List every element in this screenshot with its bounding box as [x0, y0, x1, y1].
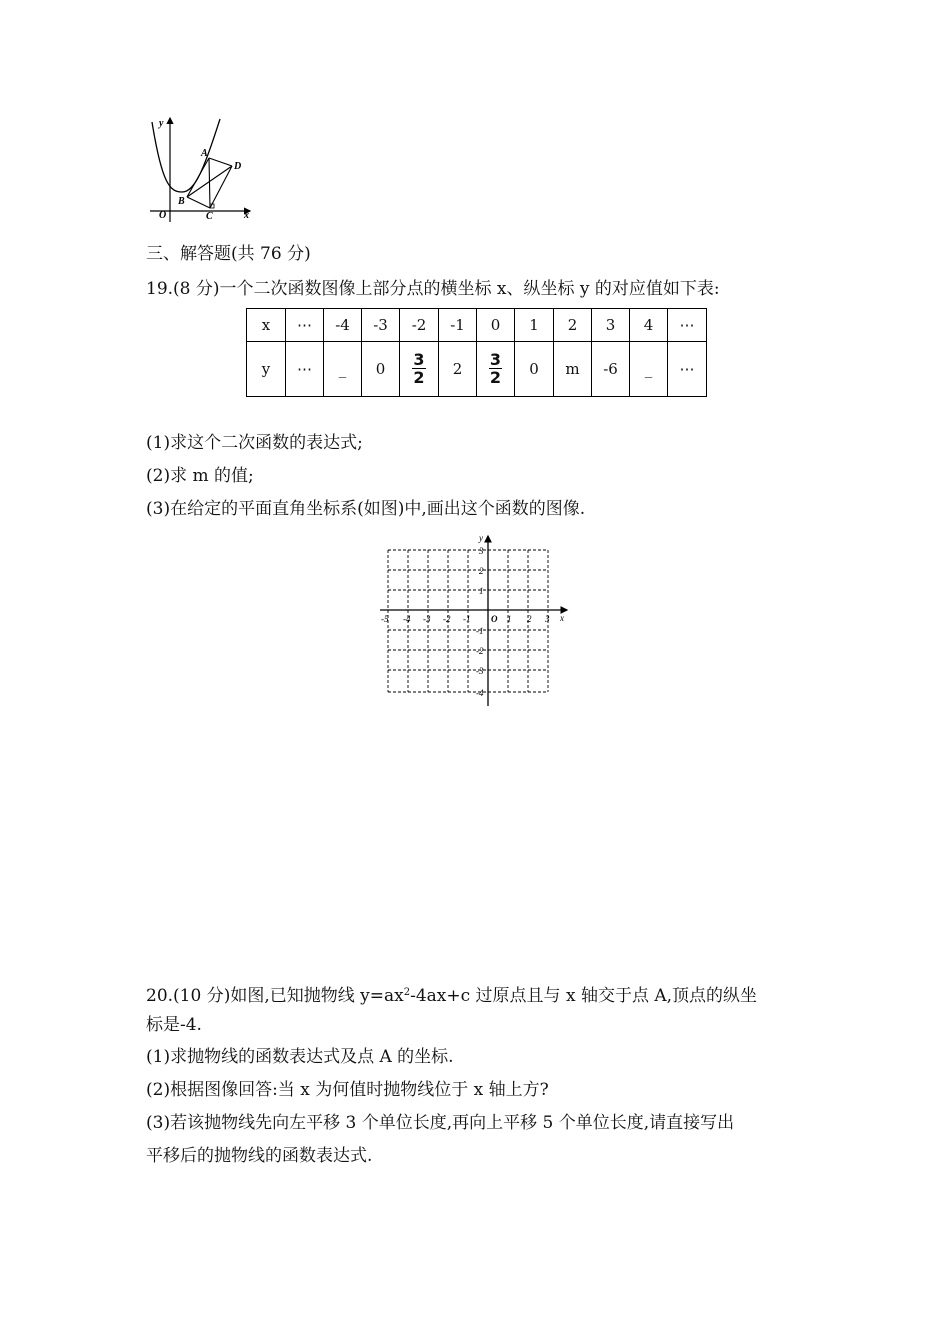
- label-y: y: [159, 118, 164, 129]
- fraction: $\frac{3}{2}$: [489, 350, 502, 387]
- table-cell: 0: [477, 309, 515, 342]
- q19-part3: (3)在给定的平面直角坐标系(如图)中,画出这个函数的图像.: [146, 499, 586, 519]
- q19-part2: (2)求 m 的值;: [146, 466, 254, 486]
- x-tick: 2: [527, 614, 532, 624]
- x-tick: -5: [381, 614, 389, 624]
- table-cell: _: [324, 342, 362, 397]
- value-table: [246, 308, 707, 397]
- segment-ba: [187, 158, 209, 197]
- label-a: A: [201, 148, 208, 159]
- q20-part2: (2)根据图像回答:当 x 为何值时抛物线位于 x 轴上方?: [146, 1080, 549, 1100]
- y-tick: -3: [476, 666, 484, 676]
- table-cell: ⋯: [286, 309, 324, 342]
- label-b: B: [178, 196, 185, 207]
- q19-stem: 19.(8 分)一个二次函数图像上部分点的横坐标 x、纵坐标 y 的对应值如下表:: [146, 279, 720, 299]
- q20-part3-cont: 平移后的抛物线的函数表达式.: [146, 1146, 373, 1166]
- y-tick: -2: [476, 646, 484, 656]
- q20-part1: (1)求抛物线的函数表达式及点 A 的坐标.: [146, 1047, 454, 1067]
- table-cell: y: [247, 342, 286, 397]
- table-cell: ⋯: [668, 309, 707, 342]
- grid-label-x: x: [560, 613, 564, 623]
- table-cell: ⋯: [668, 342, 707, 397]
- table-cell: -1: [439, 309, 477, 342]
- label-o: O: [159, 210, 167, 221]
- table-cell: 4: [630, 309, 668, 342]
- y-tick: -1: [476, 626, 484, 636]
- x-tick: -1: [463, 614, 471, 624]
- table-cell: x: [247, 309, 286, 342]
- table-cell: 0: [515, 342, 554, 397]
- q19-part1: (1)求这个二次函数的表达式;: [146, 433, 363, 453]
- segment-ac: [209, 158, 210, 208]
- parabola-figure: [140, 114, 260, 224]
- table-cell: _: [630, 342, 668, 397]
- y-tick: 2: [479, 566, 484, 576]
- table-cell: -4: [324, 309, 362, 342]
- table-cell: ⋯: [286, 342, 324, 397]
- table-cell: -2: [400, 309, 439, 342]
- table-cell: 2: [554, 309, 592, 342]
- segment-cb: [187, 197, 210, 208]
- x-tick: 1: [507, 614, 512, 624]
- table-cell: 3: [592, 309, 630, 342]
- x-tick: -2: [443, 614, 451, 624]
- fraction: $\frac{3}{2}$: [413, 350, 425, 387]
- table-row-x: [247, 309, 707, 342]
- table-cell: -3: [362, 309, 400, 342]
- section-heading: 三、解答题(共 76 分): [146, 244, 311, 264]
- y-tick: -4: [476, 688, 484, 698]
- table-cell: 1: [515, 309, 554, 342]
- label-c: C: [206, 211, 213, 222]
- x-tick: -3: [423, 614, 431, 624]
- q20-part3: (3)若该抛物线先向左平移 3 个单位长度,再向上平移 5 个单位长度,请直接写出: [146, 1113, 735, 1133]
- x-tick: 3: [545, 614, 550, 624]
- y-tick: 1: [479, 586, 484, 596]
- segment-ad: [209, 158, 232, 166]
- coordinate-grid: [375, 530, 575, 710]
- segment-dc: [210, 166, 232, 208]
- x-tick: -4: [403, 614, 411, 624]
- grid-label-origin: O: [491, 614, 498, 624]
- table-cell-fraction: [477, 342, 515, 397]
- table-row-y: [247, 342, 707, 397]
- q20-stem-cont: 标是-4.: [146, 1015, 202, 1035]
- table-cell: m: [554, 342, 592, 397]
- label-x: x: [244, 210, 249, 221]
- table-cell-fraction: [400, 342, 439, 397]
- q20-stem: 20.(10 分)如图,已知抛物线 $y=ax^2-4ax+c$ 过原点且与 x 轴交于点 A,顶点的纵坐: [146, 986, 758, 1006]
- table-cell: 2: [439, 342, 477, 397]
- grid-label-y: y: [479, 533, 483, 543]
- label-d: D: [234, 161, 242, 172]
- y-tick: 3: [479, 546, 484, 556]
- table-cell: 0: [362, 342, 400, 397]
- table-cell: -6: [592, 342, 630, 397]
